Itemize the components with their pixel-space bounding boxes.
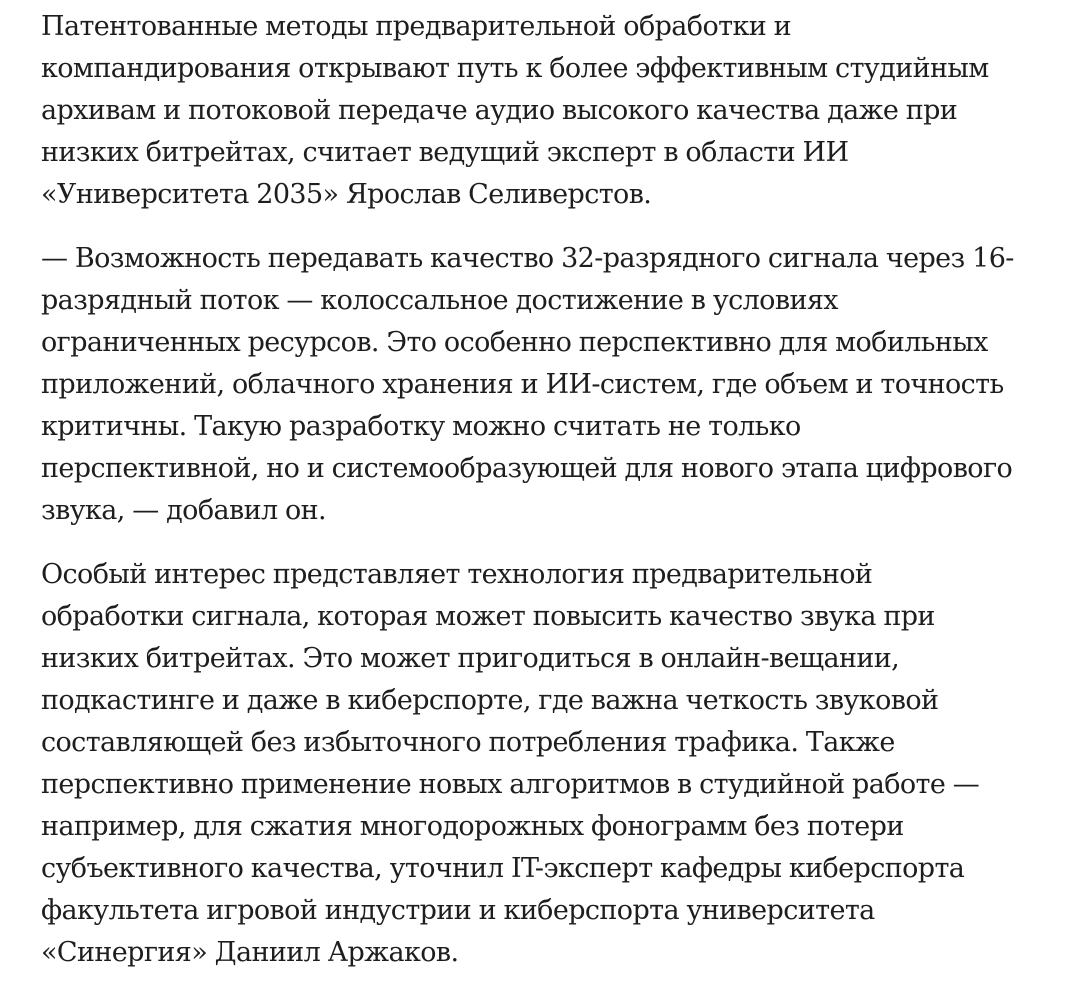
text-line: перспективно применение новых алгоритмов в студийной работе —	[41, 769, 980, 800]
paragraph-arzhakov	[41, 554, 1051, 974]
text-line: перспективной, но и системообразующей для нового этапа цифрового	[41, 453, 1013, 484]
text-line: например, для сжатия многодорожных фонограмм без потери	[41, 811, 904, 842]
text-line: — Возможность передавать качество 32-разрядного сигнала через 16-	[41, 243, 1014, 274]
text-line: Особый интерес представляет технология предварительной	[41, 559, 873, 590]
text-line: компандирования открывают путь к более эффективным студийным	[41, 53, 989, 84]
text-line: «Университета 2035» Ярослав Селиверстов.	[41, 179, 652, 210]
paragraph-quote	[41, 238, 1051, 532]
text-line: ограниченных ресурсов. Это особенно перспективно для мобильных	[41, 327, 988, 358]
text-line: низких битрейтах. Это может пригодиться в онлайн-вещании,	[41, 643, 900, 674]
text-line: архивам и потоковой передаче аудио высокого качества даже при	[41, 95, 958, 126]
text-line: разрядный поток — колоссальное достижение в условиях	[41, 285, 838, 316]
text-line: низких битрейтах, считает ведущий эксперт в области ИИ	[41, 137, 849, 168]
paragraph-seliverstov	[41, 6, 1051, 216]
text-line: приложений, облачного хранения и ИИ-систем, где объем и точность	[41, 369, 1004, 400]
text-line: обработки сигнала, которая может повысить качество звука при	[41, 601, 935, 632]
text-line: «Синергия» Даниил Аржаков.	[41, 937, 459, 968]
text-line: критичны. Такую разработку можно считать не только	[41, 411, 801, 442]
text-line: составляющей без избыточного потребления трафика. Также	[41, 727, 895, 758]
text-line: подкастинге и даже в киберспорте, где важна четкость звуковой	[41, 685, 939, 716]
article-body	[41, 6, 1051, 996]
text-line: звука, — добавил он.	[41, 495, 327, 526]
text-line: Патентованные методы предварительной обработки и	[41, 11, 791, 42]
text-line: субъективного качества, уточнил IT-эксперт кафедры киберспорта	[41, 853, 965, 884]
text-line: факультета игровой индустрии и киберспорта университета	[41, 895, 875, 926]
